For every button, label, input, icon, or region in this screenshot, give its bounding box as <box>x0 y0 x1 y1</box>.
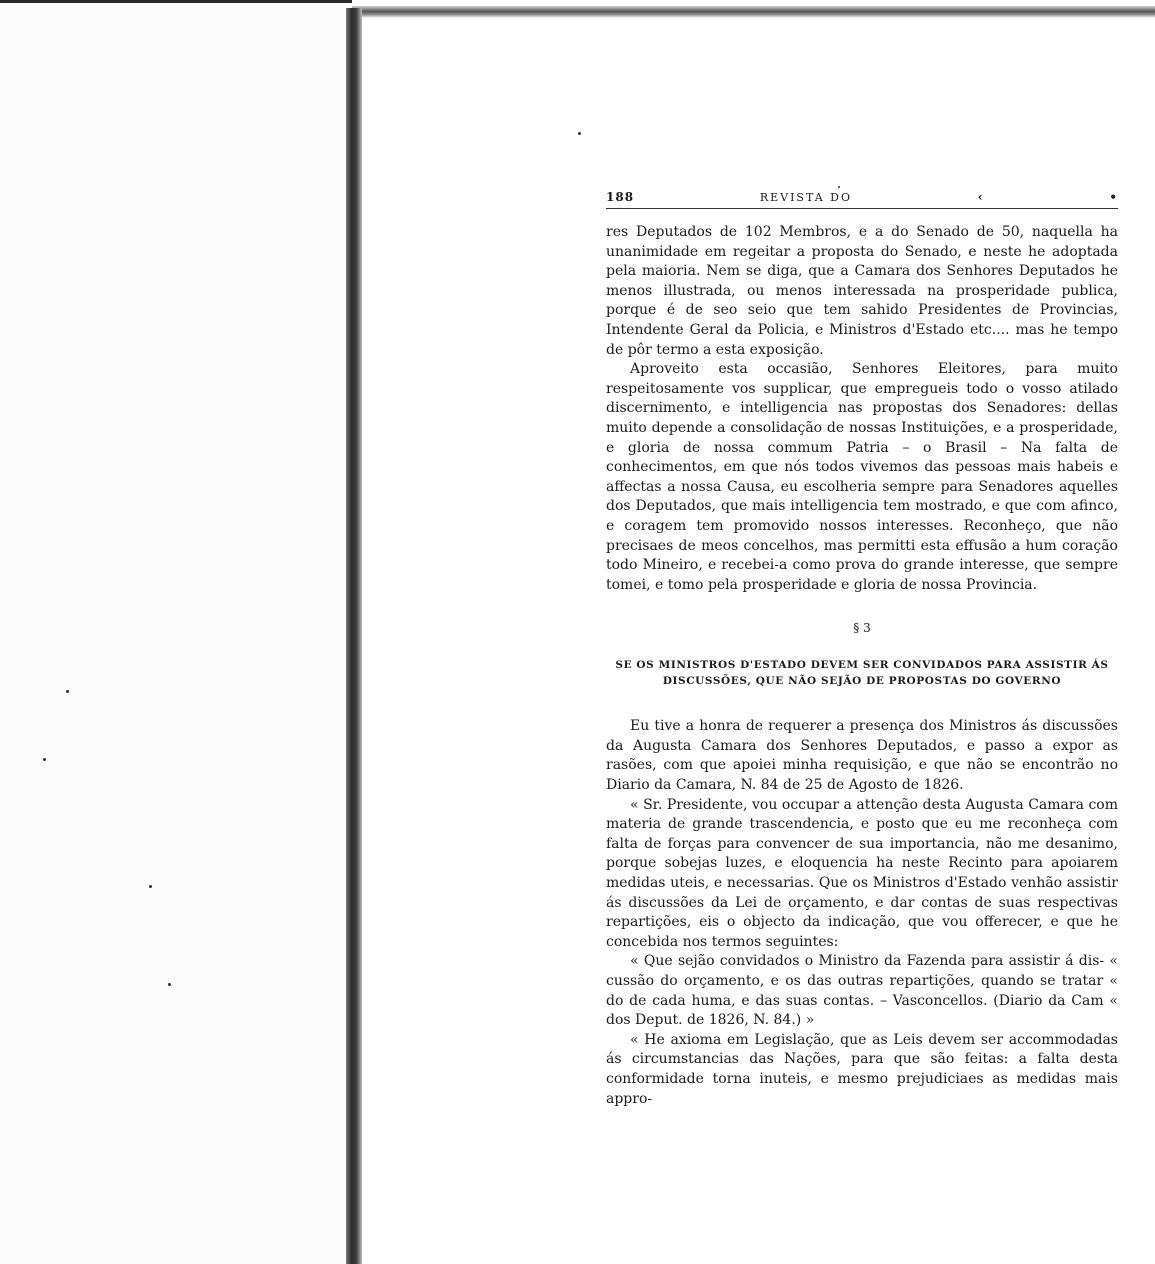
section-title-line: DISCUSSÕES, QUE NÃO SEJÃO DE PROPOSTAS DO GOVERNO <box>662 675 1062 688</box>
paragraph: res Deputados de 102 Membros, e a do Senado de 50, naquella ha unanimidade em regeitar a proposta do Senado, e neste he adoptada pela maioria. Nem se diga, que a Camara dos Senhores Deputados he menos illustrada, ou menos interessada na prosperidade publica, porque é de seo seio que tem sahido Presidentes de Provincias, Intendente Geral da Policia, e Ministros d'Estado etc.... mas he tempo de pôr termo a esta exposição. <box>606 224 1118 358</box>
paragraph: « Sr. Presidente, vou occupar a attenção desta Augusta Camara com materia de grande trascendencia, e posto que eu me reconheça com falta de forças para convencer de sua importancia, não me desanimo, porque sobejas luzes, e eloquencia ha neste Recinto para apoiarem medidas uteis, e necessarias. Que os Ministros d'Estado venhão assistir ás discussões da Lei de orçamento, e dar contas de suas respectivas repartições, eis o objecto da indicação, que vou offerecer, e que he concebida nos termos seguintes: <box>606 796 1118 950</box>
scan-speck <box>168 983 171 986</box>
paragraph: Eu tive a honra de requerer a presença dos Ministros ás discussões da Augusta Camara dos Senhores Deputados, e passo a expor as rasões, com que apoiei minha requisição, e que não se encontrão no Diario da Camara, N. 84 de 25 de Agosto de 1826. <box>606 718 1118 794</box>
paragraph: « He axioma em Legislação, que as Leis devem ser accommodadas ás circumstancias das Nações, para que são feitas: a falta desta conformidade torna inuteis, e mesmo prejudiciaes as medidas mais appro- <box>606 1031 1118 1107</box>
scan-speck <box>66 690 69 693</box>
paragraph: Aproveito esta occasião, Senhores Eleitores, para muito respeitosamente vos supplicar, que empregueis todo o vosso atilado discernimento, e intelligencia nas propostas dos Senadores: dellas muito depende a consolidação de nossas Instituições, e a prosperidade, e gloria de nossa commum Patria – o Brasil – Na falta de conhecimentos, em que nós todos vivemos das pessoas mais habeis e affectas a nossa Causa, eu escolheria sempre para Senadores aquelles dos Deputados, que mais intelligencia tem mostrado, e que com afinco, e coragem tem promovido nossos interesses. Reconheço, que não precisaes de meos concelhos, mas permitti esta effusão a hum coração todo Mineiro, e recebei-a como prova do grande interesse, que sempre tomei, e tomo pela prosperidade e gloria de nossa Provincia. <box>606 361 1118 593</box>
top-scan-edge <box>352 6 1155 18</box>
scan-speck <box>43 758 46 761</box>
header-symbol: • <box>1109 190 1118 204</box>
section-mark: § 3 <box>853 621 871 636</box>
body-text-top <box>606 223 1118 595</box>
document-page <box>606 190 1118 1109</box>
section-title-line: SE OS MINISTROS D'ESTADO DEVEM SER CONVIDADOS PARA ASSISTIR ÁS <box>615 659 1109 672</box>
header-mark: ‹ <box>977 190 984 204</box>
running-header <box>606 190 1118 209</box>
section-title <box>606 657 1118 689</box>
scan-speck <box>149 885 152 888</box>
book-spine <box>346 8 362 1264</box>
scan-speck <box>578 132 581 135</box>
scan-speck <box>838 186 840 188</box>
quoted-resolution: « Que sejão convidados o Ministro da Fazenda para assistir á dis- « cussão do orçamento, e os das outras repartições, quando se tratar « do de cada huma, e das suas contas. – Vasconcellos. (Diario da Cam « dos Deput. de 1826, N. 84.) » <box>606 953 1118 1029</box>
body-text-bottom <box>606 717 1118 1109</box>
page-number: 188 <box>606 190 635 204</box>
top-page-edge <box>0 0 352 3</box>
left-page-margin <box>0 0 352 1264</box>
running-title: REVISTA DO <box>759 191 852 204</box>
